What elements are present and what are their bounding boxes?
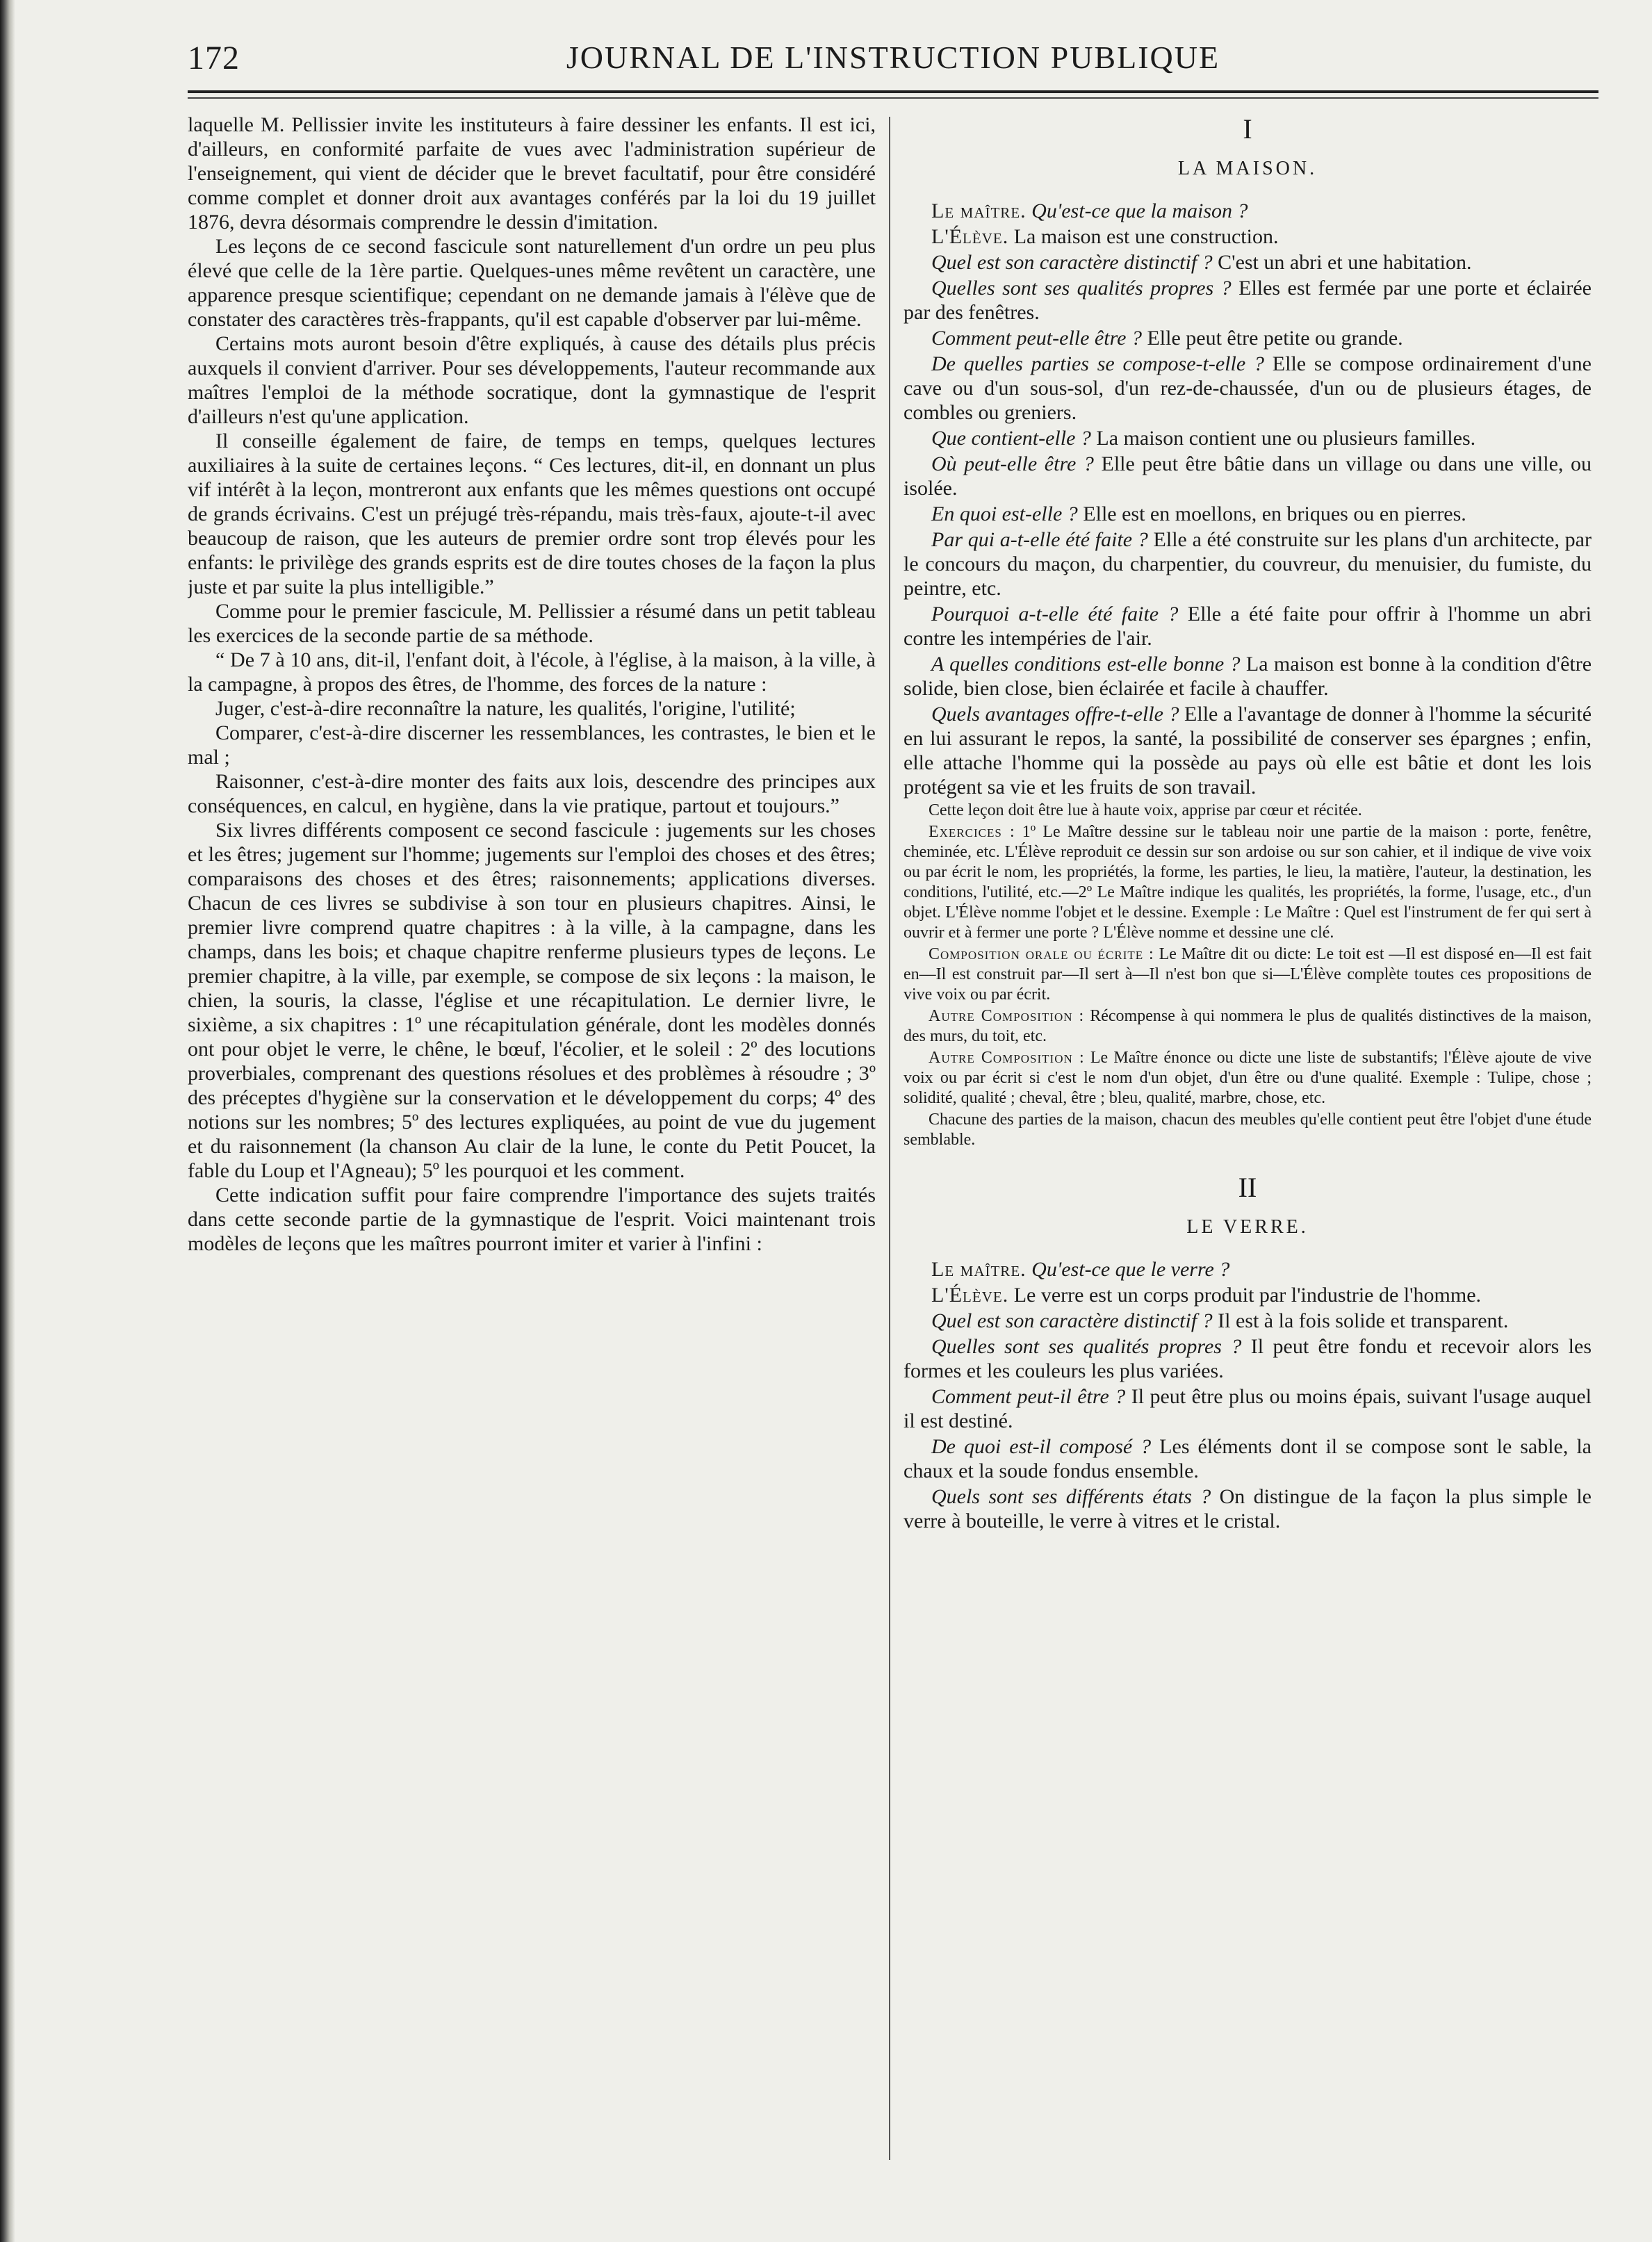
dialogue-line xyxy=(903,1309,1592,1333)
answer-text: Elle a l'avantage de donner à l'homme la sécurité en lui assurant le repos, la santé, la possibilité de conserver ses épargnes ; enfin, elle attache l'homme qui la possède au pays où elle est bâtie et dont les lois protégent sa vie et les fruits de son travail. xyxy=(903,703,1592,799)
dialogue-line xyxy=(903,276,1592,325)
section-number: I xyxy=(1243,113,1252,145)
note-text: Le Maître dit ou dicte: Le toit est —Il est disposé en—Il est fait en—Il est construit par—Il sert à—Il n'est bon que si—L'Élève complète toutes ces propositions de vive voix ou par écrit. xyxy=(903,945,1592,1004)
dialogue-line xyxy=(903,352,1592,425)
note-text: 1º Le Maître dessine sur le tableau noir une partie de la maison : porte, fenêtre, cheminée, etc. L'Élève reproduit ce dessin sur son ardoise ou sur son cahier, et il indique de vive voix ou par écrit le nom, les propriétés, la forme, les parties, le lieu, la matière, l'auteur, la destination, les conditions, l'utilité, etc.—2º Le Maître indique les qualités, les propriétés, la forme, l'usage, etc., d'un objet. L'Élève nomme l'objet et le dessine. Exemple : Le Maître : Quel est l'instrument de fer qui sert à ouvrir et à fermer une porte ? L'Élève nomme et dessine une clé. xyxy=(903,823,1592,942)
dialogue-line xyxy=(903,1434,1592,1483)
paragraph: Les leçons de ce second fascicule sont naturellement d'un ordre un peu plus élevé que celle de la 1ère partie. Quelques-unes même revêtent un caractère, une apparence presque scientifique; cependant on ne demande jamais à l'élève que de constater des caractères très-frappants, qu'il est capable d'observer par lui-même. xyxy=(188,235,876,331)
note-text: Le Maître énonce ou dicte une liste de substantifs; l'Élève ajoute de vive voix ou par écrit si c'est le nom d'un objet, d'un être ou d'une qualité. Exemple : Tulipe, chose ; solidité, qualité ; cheval, être ; bleu, qualité, marbre, chose, etc. xyxy=(903,1049,1592,1107)
section-title: LE VERRE. xyxy=(1186,1216,1309,1238)
dialogue-line xyxy=(903,1384,1592,1433)
answer-text: Il peut être plus ou moins épais, suivant l'usage auquel il est destiné. xyxy=(903,1385,1592,1432)
question-text: De quoi est-il composé ? xyxy=(931,1435,1152,1458)
answer-text: La maison est bonne à la condition d'être solide, bien close, bien éclairée et facile à chauffer. xyxy=(903,653,1592,700)
question-text: Quels sont ses différents états ? xyxy=(931,1485,1211,1508)
paragraph: Il conseille également de faire, de temps en temps, quelques lectures auxiliaires à la suite de certaines leçons. “ Ces lectures, dit-il, en donnant un plus vif intérêt à la leçon, montreront aux enfants que les mêmes questions ont occupé de grands écrivains. C'est un préjugé très-répandu, mais très-faux, ajoute-t-il avec beaucoup de raison, que les auteurs de premier ordre sont trop élevés pour les enfants: le privilège des grands esprits est de dire toutes choses de la façon la plus juste et par suite la plus intelligible.” xyxy=(188,429,876,598)
paragraph: Cette indication suffit pour faire comprendre l'importance des sujets traités dans cette seconde partie de la gymnastique de l'esprit. Voici maintenant trois modèles de leçons que les maîtres pourront imiter et varier à l'infini : xyxy=(188,1184,876,1255)
exercise-notes xyxy=(903,801,1592,1150)
header-rule-thin xyxy=(188,97,1598,99)
note-text: Chacune des parties de la maison, chacun des meubles qu'elle contient peut être l'objet d'une étude semblable. xyxy=(903,1111,1592,1149)
paragraph: Comme pour le premier fascicule, M. Pellissier a résumé dans un petit tableau les exercices de la seconde partie de sa méthode. xyxy=(188,600,876,647)
exercise-note xyxy=(903,822,1592,943)
question-text: De quelles parties se compose-t-elle ? xyxy=(931,352,1264,375)
speaker-label: L'Élève. xyxy=(931,225,1009,248)
question-text: Qu'est-ce que la maison ? xyxy=(1031,199,1248,222)
question-text: Quelles sont ses qualités propres ? xyxy=(931,277,1232,300)
exercise-note xyxy=(903,1110,1592,1150)
paragraph: “ De 7 à 10 ans, dit-il, l'enfant doit, à l'école, à l'église, à la maison, à la ville, à la campagne, à propos des êtres, de l'homme, des forces de la nature : xyxy=(188,648,876,696)
dialogue-line xyxy=(903,426,1592,450)
question-text: Que contient-elle ? xyxy=(931,427,1091,450)
dialogue-house xyxy=(903,199,1592,799)
answer-text: Les éléments dont il se compose sont le sable, la chaux et la soude fondus ensemble. xyxy=(903,1435,1592,1482)
note-text: Cette leçon doit être lue à haute voix, apprise par cœur et récitée. xyxy=(929,801,1362,819)
question-text: Comment peut-il être ? xyxy=(931,1385,1126,1408)
dialogue-line xyxy=(903,1334,1592,1383)
answer-text: Elle peut être bâtie dans un village ou dans une ville, ou isolée. xyxy=(903,452,1592,500)
dialogue-line xyxy=(903,652,1592,701)
dialogue-line xyxy=(903,1484,1592,1533)
question-text: En quoi est-elle ? xyxy=(931,502,1078,525)
note-label: Exercices : xyxy=(929,823,1015,841)
exercise-note xyxy=(903,801,1592,821)
dialogue-line xyxy=(903,527,1592,600)
speaker-label: Le maître. xyxy=(931,199,1027,222)
question-text: Pourquoi a-t-elle été faite ? xyxy=(931,603,1179,625)
question-text: Quelles sont ses qualités propres ? xyxy=(931,1335,1242,1358)
dialogue-line xyxy=(903,702,1592,799)
dialogue-line xyxy=(903,224,1592,249)
paragraph: Six livres différents composent ce second fascicule : jugements sur les choses et les êtres; jugement sur l'homme; jugements sur l'emploi des choses et des êtres; comparaisons des choses et des êtres; raisonnements; applications diverses. Chacun de ces livres se subdivise à son tour en plusieurs chapitres. Ainsi, le premier livre comprend quatre chapitres : à la ville, à la campagne, dans les champs, dans les bois; et chaque chapitre renferme plusieurs types de leçons. Le premier chapitre, à la ville, par exemple, se compose de six leçons : la maison, le chien, la souris, la classe, l'église et une récapitulation. Le dernier livre, le sixième, a six chapitres : 1º une récapitulation générale, dont les modèles donnés ont pour objet le verre, le chêne, le bœuf, l'écolier, et le soleil : 2º des locutions proverbiales, comprenant des questions résolues et des problèmes à résoudre ; 3º des préceptes d'hygiène sur la conservation et le développement du corps; 4º des notions sur les nombres; 5º des lectures expliquées, au point de vue du jugement et du raisonnement (la chanson Au clair de la lune, le conte du Petit Poucet, la fable du Loup et l'Agneau); 5º les pourquoi et les comment. xyxy=(188,819,876,1182)
section-title: LA MAISON. xyxy=(1177,158,1318,179)
exercise-note xyxy=(903,1006,1592,1047)
dialogue-line xyxy=(903,326,1592,350)
dialogue-line xyxy=(903,1257,1592,1282)
running-title: JOURNAL DE L'INSTRUCTION PUBLIQUE xyxy=(566,40,1220,75)
paragraph: Raisonner, c'est-à-dire monter des faits aux lois, descendre des principes aux conséquences, en calcul, en hygiène, dans la vie pratique, partout et toujours.” xyxy=(188,770,876,817)
page-number: 172 xyxy=(188,40,240,76)
paragraph: Certains mots auront besoin d'être expliqués, à cause des détails plus précis auxquels il convient d'arriver. Pour ses développements, l'auteur recommande aux maîtres l'emploi de la méthode socratique, dont la gymnastique de l'esprit d'ailleurs n'est qu'une application. xyxy=(188,332,876,428)
note-label: Autre Composition : xyxy=(929,1049,1085,1067)
column-separator xyxy=(889,117,890,2160)
answer-text: Le verre est un corps produit par l'industrie de l'homme. xyxy=(1013,1284,1482,1307)
answer-text: Elle se compose ordinairement d'une cave ou d'un sous-sol, d'un rez-de-chaussée, d'un ou de plusieurs étages, de combles ou greniers. xyxy=(903,352,1592,424)
paragraph: Comparer, c'est-à-dire discerner les ressemblances, les contrastes, le bien et le mal ; xyxy=(188,721,876,769)
question-text: A quelles conditions est-elle bonne ? xyxy=(931,653,1241,676)
answer-text: Elles est fermée par une porte et éclairée par des fenêtres. xyxy=(903,277,1592,324)
note-label: Composition orale ou écrite : xyxy=(929,945,1154,963)
section-number: II xyxy=(1238,1172,1257,1203)
dialogue-line xyxy=(903,602,1592,650)
answer-text: Il peut être fondu et recevoir alors les formes et les couleurs les plus variées. xyxy=(903,1335,1592,1382)
question-text: Quel est son caractère distinctif ? xyxy=(931,1309,1213,1332)
speaker-label: L'Élève. xyxy=(931,1284,1009,1307)
note-text: Récompense à qui nommera le plus de qualités distinctives de la maison, des murs, du toit, etc. xyxy=(903,1007,1592,1045)
answer-text: Elle est en moellons, en briques ou en pierres. xyxy=(1083,502,1466,525)
book-spine-edge xyxy=(0,0,15,2242)
paragraph: Juger, c'est-à-dire reconnaître la nature, les qualités, l'origine, l'utilité; xyxy=(215,697,796,720)
answer-text: La maison est une construction. xyxy=(1013,225,1279,248)
answer-text: Elle peut être petite ou grande. xyxy=(1147,327,1403,350)
speaker-label: Le maître. xyxy=(931,1258,1027,1281)
answer-text: La maison contient une ou plusieurs familles. xyxy=(1096,427,1476,450)
question-text: Où peut-elle être ? xyxy=(931,452,1094,475)
dialogue-line xyxy=(903,452,1592,500)
answer-text: Elle a été construite sur les plans d'un architecte, par le concours du maçon, du charpentier, du couvreur, du menuisier, du fumiste, du peintre, etc. xyxy=(903,528,1592,600)
header-rule xyxy=(188,90,1598,93)
page-header xyxy=(188,35,1598,83)
question-text: Quels avantages offre-t-elle ? xyxy=(931,703,1179,726)
left-column xyxy=(188,113,876,2198)
dialogue-glass xyxy=(903,1257,1592,1533)
question-text: Par qui a-t-elle été faite ? xyxy=(931,528,1148,551)
paragraph: laquelle M. Pellissier invite les instituteurs à faire dessiner les enfants. Il est ici, d'ailleurs, en conformité parfaite de vues avec l'administration supérieur de l'enseignement, qui vient de décider que le brevet facultatif, pour être considéré comme complet et donner droit aux avantages conférés par la loi du 19 juillet 1876, devra désormais comprendre le dessin d'imitation. xyxy=(188,113,876,234)
question-text: Qu'est-ce que le verre ? xyxy=(1031,1258,1230,1281)
note-label: Autre Composition : xyxy=(929,1007,1085,1025)
answer-text: C'est un abri et une habitation. xyxy=(1218,251,1472,274)
answer-text: Il est à la fois solide et transparent. xyxy=(1218,1309,1509,1332)
exercise-note xyxy=(903,944,1592,1005)
exercise-note xyxy=(903,1048,1592,1108)
journal-page xyxy=(188,35,1598,2224)
right-column xyxy=(903,113,1592,2198)
dialogue-line xyxy=(903,502,1592,526)
question-text: Comment peut-elle être ? xyxy=(931,327,1142,350)
question-text: Quel est son caractère distinctif ? xyxy=(931,251,1213,274)
dialogue-line xyxy=(903,199,1592,223)
answer-text: Elle a été faite pour offrir à l'homme un abri contre les intempéries de l'air. xyxy=(903,603,1592,650)
dialogue-line xyxy=(903,250,1592,275)
dialogue-line xyxy=(903,1283,1592,1307)
answer-text: On distingue de la façon la plus simple le verre à bouteille, le verre à vitres et le cristal. xyxy=(903,1485,1592,1532)
